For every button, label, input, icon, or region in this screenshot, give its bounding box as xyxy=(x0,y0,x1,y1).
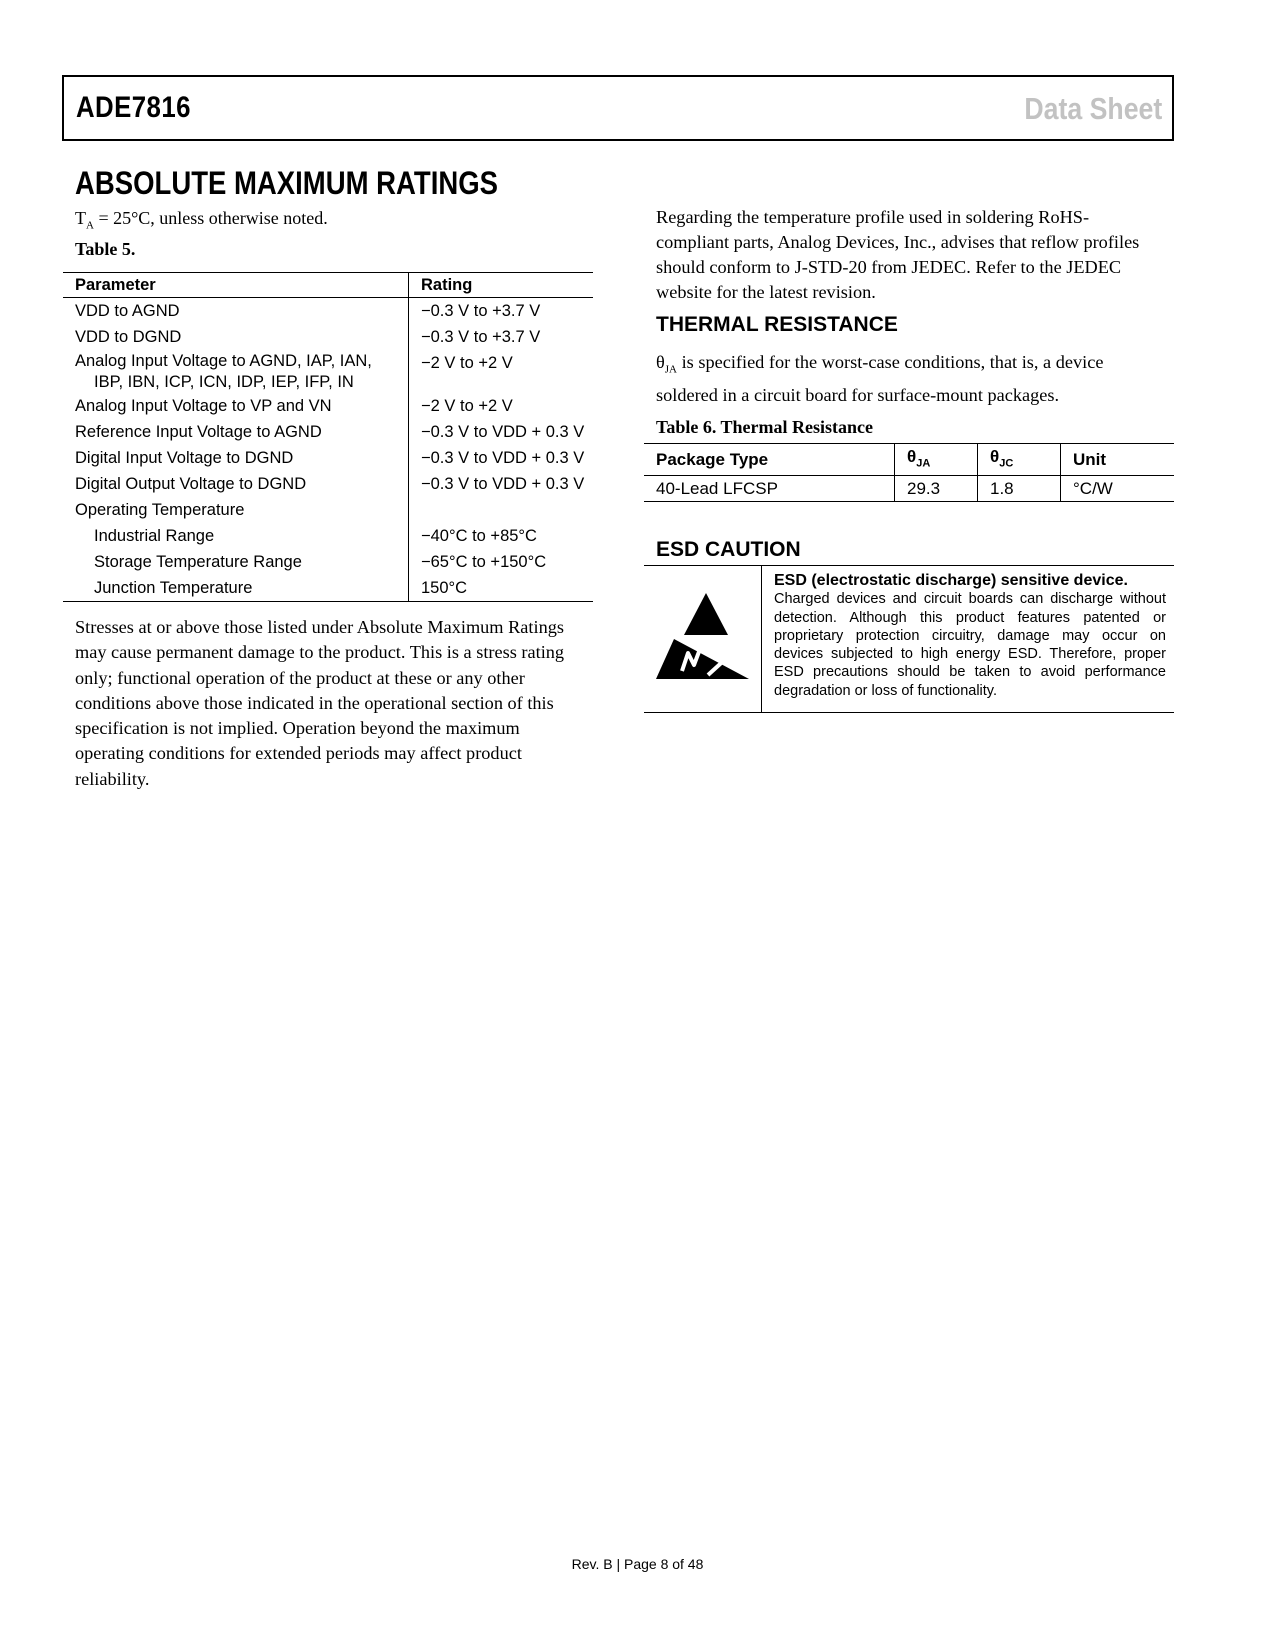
stress-paragraph: Stresses at or above those listed under Absolute Maximum Ratings may cause permanent damage to the product. This is a stress rating only; functional operation of the product at these or any other conditions above those indicated in the operational section of this specification is not implied. Operation beyond the maximum operating conditions for extended periods may affect product reliability. xyxy=(75,617,565,789)
table-row: Analog Input Voltage to VP and VN −2 V to +2 V xyxy=(63,393,593,419)
table-row: Reference Input Voltage to AGND −0.3 V to VDD + 0.3 V xyxy=(63,419,593,445)
esd-caution-text xyxy=(774,572,1166,700)
table6-caption: Table 6. Thermal Resistance xyxy=(656,417,874,437)
esd-caution-body: Charged devices and circuit boards can discharge without detection. Although this product features patented or proprietary protection circuitry, damage may occur on devices subjected to high energy ESD. Therefore, proper ESD precautions should be taken to avoid performance degradation or loss of functionality. xyxy=(774,591,1166,699)
thermal-resistance-table xyxy=(644,443,1174,502)
esd-warning-icon xyxy=(654,591,750,687)
document-type: Data Sheet xyxy=(1024,91,1162,126)
page-header xyxy=(62,75,1174,141)
table-row: Storage Temperature Range −65°C to +150°C xyxy=(63,549,593,575)
table-row: VDD to DGND −0.3 V to +3.7 V xyxy=(63,324,593,350)
esd-caution-heading: ESD CAUTION xyxy=(656,538,801,561)
document-id: ADE7816 xyxy=(76,91,191,124)
table6-header-package: Package Type xyxy=(644,444,895,476)
table-row: Digital Output Voltage to DGND −0.3 V to VDD + 0.3 V xyxy=(63,471,593,497)
table6-header-theta-ja: $\theta_{JA}$ xyxy=(895,444,978,476)
section-title: ABSOLUTE MAXIMUM RATINGS xyxy=(75,165,498,201)
esd-caution-lead: ESD (electrostatic discharge) sensitive device. xyxy=(774,572,1128,589)
page-footer: Rev. B | Page 8 of 48 xyxy=(571,1556,704,1572)
table-row: 40-Lead LFCSP 29.3 1.8 °C/W xyxy=(644,476,1174,502)
ambient-temperature-note: $T_A = 25^\circ C$, unless otherwise noted. xyxy=(75,208,328,232)
table-row: Analog Input Voltage to AGND, IAP, IAN, IBP, IBN, ICP, ICN, IDP, IEP, IFP, IN −2 V to +2 V xyxy=(63,350,593,393)
table5-header-parameter: Parameter xyxy=(63,273,409,298)
theta-ja-note: $\theta_{JA}$ is specified for the worst-case conditions, that is, a device soldered in a circuit board for surface-mount packages. xyxy=(656,352,1104,405)
reflow-paragraph: Regarding the temperature profile used in soldering RoHS-compliant parts, Analog Devices, Inc., advises that reflow profiles should conform to J-STD-20 from JEDEC. Refer to the JEDEC website for the latest revision. xyxy=(656,207,1140,302)
table-row: VDD to AGND −0.3 V to +3.7 V xyxy=(63,298,593,325)
thermal-resistance-heading: THERMAL RESISTANCE xyxy=(656,313,898,336)
absolute-maximum-ratings-table xyxy=(63,272,593,602)
table5-caption: Table 5. xyxy=(75,239,136,259)
esd-caution-box xyxy=(644,565,1174,713)
table6-header-unit: Unit xyxy=(1061,444,1175,476)
table-row: Industrial Range −40°C to +85°C xyxy=(63,523,593,549)
esd-symbol-cell xyxy=(644,566,762,712)
table-row: Junction Temperature 150°C xyxy=(63,575,593,602)
table5-header-rating: Rating xyxy=(409,273,594,298)
table6-header-theta-jc: $\theta_{JC}$ xyxy=(978,444,1061,476)
table-row: Digital Input Voltage to DGND −0.3 V to VDD + 0.3 V xyxy=(63,445,593,471)
table-row: Operating Temperature xyxy=(63,497,593,523)
